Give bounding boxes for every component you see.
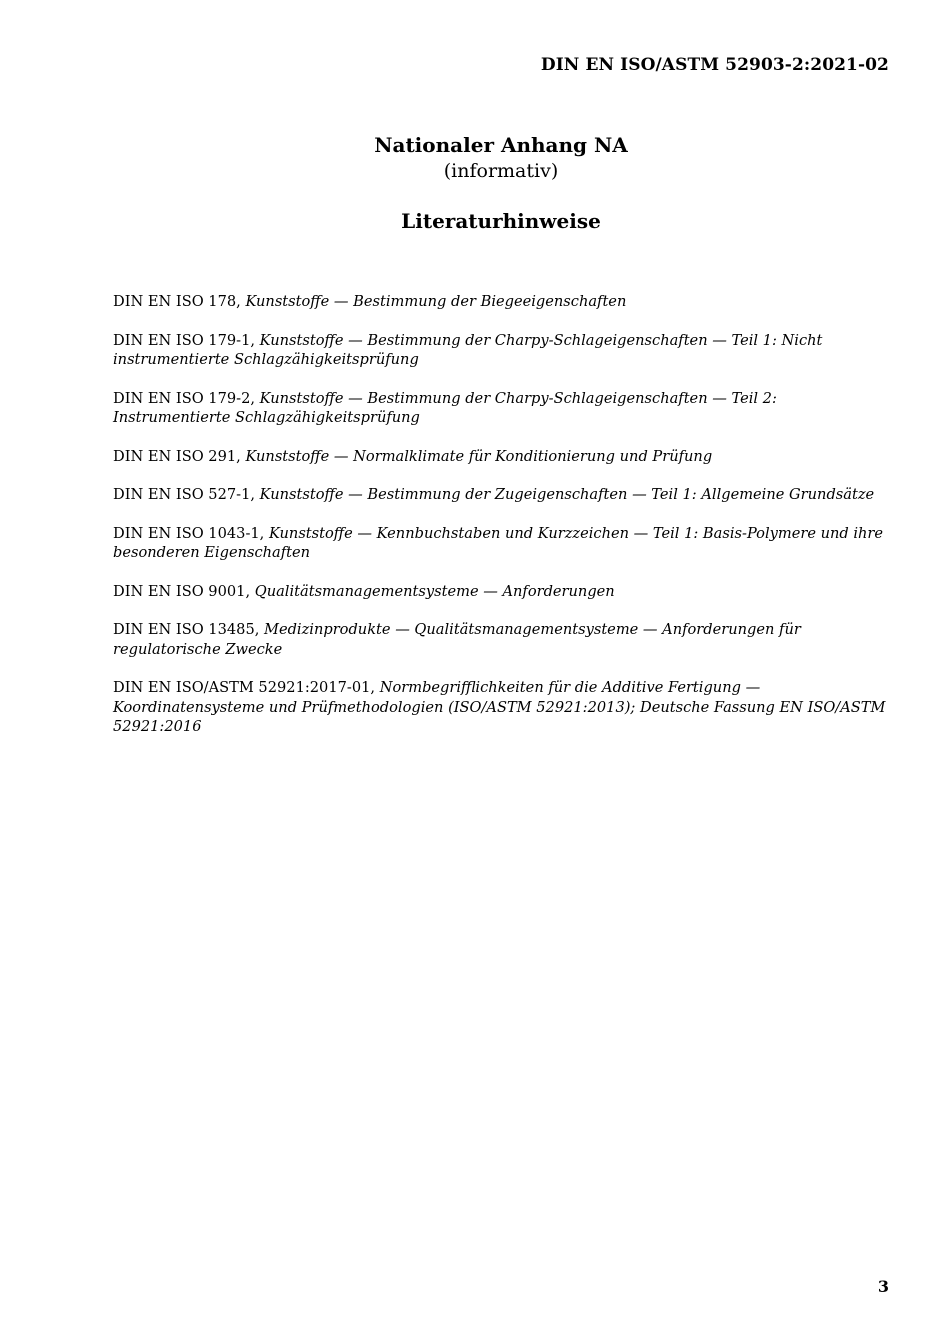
reference-title: Medizinprodukte — Qualitätsmanagementsysteme — Anforderungen für regulatorische Zwecke bbox=[113, 621, 801, 658]
document-id: DIN EN ISO/ASTM 52903-2:2021-02 bbox=[540, 55, 889, 75]
reference-title: Normbegrifflichkeiten für die Additive Fertigung — Koordinatensysteme und Prüfmethodologien (ISO/ASTM 52921:2013); Deutsche Fassung EN ISO/ASTM 52921:2016 bbox=[113, 679, 886, 735]
reference-title: Kunststoffe — Bestimmung der Charpy-Schlageigenschaften — Teil 2: Instrumentierte Schlagzähigkeitsprüfung bbox=[113, 389, 777, 426]
reference-id: DIN EN ISO 9001, bbox=[113, 582, 251, 600]
reference-id: DIN EN ISO 13485, bbox=[113, 621, 260, 638]
reference-list bbox=[113, 292, 893, 756]
annex-title: Nationaler Anhang NA bbox=[374, 133, 628, 157]
reference-title: Qualitätsmanagementsysteme — Anforderungen bbox=[254, 582, 615, 600]
reference-title: Kunststoffe — Normalklimate für Konditionierung und Prüfung bbox=[245, 447, 713, 465]
page-number: 3 bbox=[877, 1277, 889, 1296]
reference-item bbox=[113, 524, 893, 563]
reference-id: DIN EN ISO 291, bbox=[113, 447, 241, 465]
reference-title: Kunststoffe — Bestimmung der Zugeigenschaften — Teil 1: Allgemeine Grundsätze bbox=[259, 486, 875, 503]
reference-item bbox=[113, 485, 893, 505]
reference-title: Kunststoffe — Bestimmung der Biegeeigenschaften bbox=[245, 293, 627, 310]
reference-item bbox=[113, 389, 893, 428]
annex-subtitle: (informativ) bbox=[443, 160, 559, 182]
reference-item bbox=[113, 678, 893, 737]
reference-item bbox=[113, 620, 893, 659]
reference-id: DIN EN ISO 1043-1, bbox=[113, 524, 265, 542]
reference-title: Kunststoffe — Kennbuchstaben und Kurzzeichen — Teil 1: Basis-Polymere und ihre besonderen Eigenschaften bbox=[113, 524, 884, 561]
reference-id: DIN EN ISO 178, bbox=[113, 293, 241, 310]
reference-id: DIN EN ISO 179-2, bbox=[113, 389, 256, 407]
reference-id: DIN EN ISO 179-1, bbox=[113, 331, 256, 349]
reference-item bbox=[113, 292, 893, 312]
reference-title: Kunststoffe — Bestimmung der Charpy-Schlageigenschaften — Teil 1: Nicht instrumentierte Schlagzähigkeitsprüfung bbox=[113, 331, 823, 368]
reference-item bbox=[113, 582, 893, 602]
reference-id: DIN EN ISO 527-1, bbox=[113, 486, 256, 503]
reference-item bbox=[113, 447, 893, 467]
reference-id: DIN EN ISO/ASTM 52921:2017-01, bbox=[113, 679, 376, 696]
reference-item bbox=[113, 331, 893, 370]
annex-heading bbox=[0, 131, 950, 183]
section-heading: Literaturhinweise bbox=[401, 209, 601, 233]
